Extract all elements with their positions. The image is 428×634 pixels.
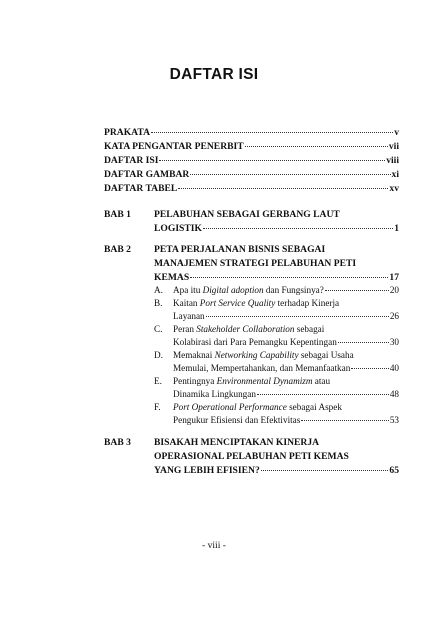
bab-3-title-line2[interactable]: OPERASIONAL PELABUHAN PETI KEMAS <box>154 451 349 462</box>
sub-e-text-line2: Dinamika Lingkungan <box>173 389 256 399</box>
sub-d-letter: D. <box>154 350 163 360</box>
dot-leader <box>301 420 388 421</box>
dot-leader <box>351 368 389 369</box>
dot-leader <box>190 277 388 278</box>
toc-page: v <box>394 127 399 138</box>
bab-2-label: BAB 2 <box>104 244 131 255</box>
sub-c-text-line1[interactable]: Peran Stakeholder Collaboration sebagai <box>173 324 325 334</box>
sub-b-letter: B. <box>154 298 163 308</box>
toc-entry-sub-c[interactable] <box>173 336 399 349</box>
sub-e-text-line1[interactable]: Pentingnya Environmental Dynamizm atau <box>173 376 331 386</box>
toc-label: DAFTAR GAMBAR <box>104 169 190 180</box>
toc-label: PRAKATA <box>104 127 151 138</box>
sub-f-text-line1[interactable]: Port Operational Performance sebagai Aspek <box>173 402 342 412</box>
sub-f-text-line2: Pengukur Efisiensi dan Efektivitas <box>173 415 301 425</box>
dot-leader <box>325 290 389 291</box>
dot-leader <box>261 470 389 471</box>
bab-1-title-line1[interactable]: PELABUHAN SEBAGAI GERBANG LAUT <box>154 209 340 220</box>
sub-a-text: Apa itu Digital adoption dan Fungsinya? <box>173 285 324 295</box>
toc-entry-bab-2[interactable] <box>154 271 399 285</box>
toc-entry-sub-e[interactable] <box>173 388 399 401</box>
sub-d-text-line2: Memulai, Mempertahankan, dan Memanfaatkan <box>173 363 351 373</box>
toc-page: vii <box>388 141 399 152</box>
page-number-footer: - viii - <box>202 540 226 551</box>
sub-c-letter: C. <box>154 324 163 334</box>
sub-d-text-line1[interactable]: Memaknai Networking Capability sebagai Usaha <box>173 350 354 360</box>
toc-entry-daftar-gambar[interactable] <box>104 168 399 182</box>
bab-3-title-line1[interactable]: BISAKAH MENCIPTAKAN KINERJA <box>154 437 320 448</box>
sub-c-text-line2: Kolabirasi dari Para Pemangku Kepentingan <box>173 337 337 347</box>
dot-leader <box>159 160 385 161</box>
toc-page: 65 <box>389 465 399 476</box>
dot-leader <box>190 174 390 175</box>
toc-page: 26 <box>389 311 399 321</box>
dot-leader <box>203 228 393 229</box>
toc-entry-daftar-isi[interactable] <box>104 154 399 168</box>
toc-page: viii <box>386 155 399 166</box>
bab-2-title-line3: KEMAS <box>154 272 190 283</box>
bab-2-title-line1[interactable]: PETA PERJALANAN BISNIS SEBAGAI <box>154 244 326 255</box>
toc-page: xi <box>391 169 399 180</box>
page-title: DAFTAR ISI <box>169 66 259 83</box>
bab-1-label: BAB 1 <box>104 209 131 220</box>
toc-entry-kata-pengantar[interactable] <box>104 140 399 154</box>
sub-b-text-line1[interactable]: Kaitan Port Service Quality terhadap Kinerja <box>173 298 340 308</box>
bab-2-title-line2[interactable]: MANAJEMEN STRATEGI PELABUHAN PETI <box>154 258 357 269</box>
sub-a-letter: A. <box>154 285 163 295</box>
dot-leader <box>338 342 389 343</box>
toc-page: 17 <box>389 272 399 283</box>
toc-entry-daftar-tabel[interactable] <box>104 182 399 196</box>
toc-page: 53 <box>389 415 399 425</box>
toc-page: 1 <box>394 223 399 234</box>
bab-3-label: BAB 3 <box>104 437 131 448</box>
toc-label: DAFTAR TABEL <box>104 183 178 194</box>
dot-leader <box>151 132 393 133</box>
toc-entry-bab-1[interactable] <box>154 222 399 236</box>
toc-label: DAFTAR ISI <box>104 155 159 166</box>
toc-page: xv <box>389 183 399 194</box>
toc-page: 30 <box>389 337 399 347</box>
toc-entry-bab-3[interactable] <box>154 464 399 478</box>
bab-3-title-line3: YANG LEBIH EFISIEN? <box>154 465 260 476</box>
sub-f-letter: F. <box>154 402 161 412</box>
toc-entry-sub-a[interactable] <box>173 284 399 297</box>
toc-entry-sub-d[interactable] <box>173 362 399 375</box>
toc-page: 20 <box>389 285 399 295</box>
dot-leader <box>206 316 389 317</box>
sub-b-text-line2: Layanan <box>173 311 205 321</box>
bab-1-title-line2: LOGISTIK <box>154 223 202 234</box>
toc-label: KATA PENGANTAR PENERBIT <box>104 141 244 152</box>
toc-page: 48 <box>389 389 399 399</box>
dot-leader <box>178 188 388 189</box>
sub-e-letter: E. <box>154 376 162 386</box>
toc-entry-sub-f[interactable] <box>173 414 399 427</box>
toc-entry-sub-b[interactable] <box>173 310 399 323</box>
toc-entry-prakata[interactable] <box>104 126 399 140</box>
dot-leader <box>245 146 388 147</box>
toc-page: 40 <box>389 363 399 373</box>
dot-leader <box>257 394 389 395</box>
